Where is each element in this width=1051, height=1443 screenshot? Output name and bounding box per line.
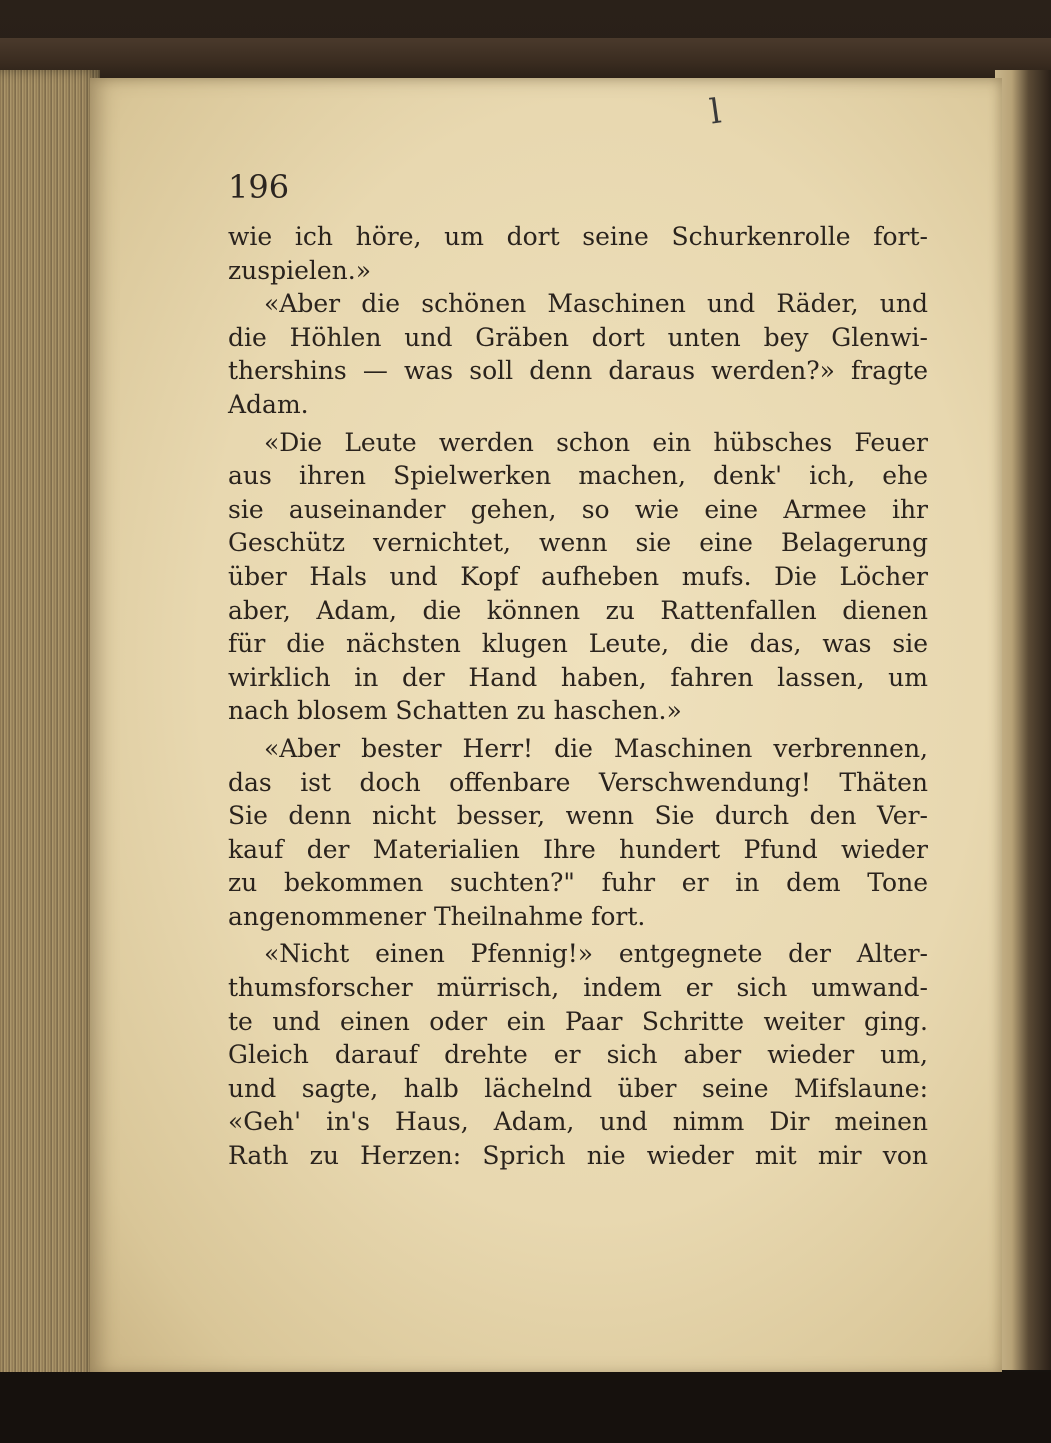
text-line: «Geh' in's Haus, Adam, und nimm Dir meinen	[228, 1107, 928, 1137]
text-line: über Hals und Kopf aufheben mufs. Die Löcher	[228, 561, 928, 591]
text-line: und sagte, halb lächelnd über seine Mifslaune:	[228, 1073, 928, 1103]
text-line: wie ich höre, um dort seine Schurkenrolle fort-	[228, 222, 928, 251]
text-line: die Höhlen und Gräben dort unten bey Glenwi-	[228, 322, 928, 352]
text-line: wirklich in der Hand haben, fahren lassen, um	[228, 662, 928, 692]
text-line: für die nächsten klugen Leute, die das, was sie	[228, 629, 928, 659]
text-line: te und einen oder ein Paar Schritte weiter ging.	[228, 1006, 928, 1036]
book-cover-top	[0, 38, 1051, 78]
text-line: zu bekommen suchten?" fuhr er in dem Tone	[228, 868, 928, 898]
text-line: Gleich darauf drehte er sich aber wieder um,	[228, 1040, 928, 1070]
text-line: Rath zu Herzen: Sprich nie wieder mit mir von	[228, 1141, 928, 1171]
text-line: nach blosem Schatten zu haschen.»	[228, 696, 682, 726]
text-line: aber, Adam, die können zu Rattenfallen dienen	[228, 595, 928, 625]
text-line: Adam.	[228, 389, 309, 419]
text-line: «Die Leute werden schon ein hübsches Feuer	[264, 427, 928, 457]
text-line: «Nicht einen Pfennig!» entgegnete der Alter-	[264, 939, 928, 969]
text-line: thershins — was soll denn daraus werden?» fragte	[228, 356, 928, 386]
facing-page-edge	[995, 70, 1051, 1370]
text-line: kauf der Materialien Ihre hundert Pfund wieder	[228, 834, 928, 864]
text-line: thumsforscher mürrisch, indem er sich umwand-	[228, 973, 928, 1003]
text-line: das ist doch offenbare Verschwendung! Thäten	[228, 767, 928, 797]
text-line: zuspielen.»	[228, 255, 372, 285]
text-line: aus ihren Spielwerken machen, denk' ich, ehe	[228, 461, 928, 491]
body-text	[228, 220, 928, 1173]
text-line: Geschütz vernichtet, wenn sie eine Belagerung	[228, 528, 928, 558]
marginal-pencil-mark: l	[707, 91, 724, 133]
text-line: «Aber die schönen Maschinen und Räder, und	[264, 289, 928, 319]
text-line: sie auseinander gehen, so wie eine Armee ihr	[228, 494, 928, 524]
bottom-shadow	[0, 1372, 1051, 1443]
page-edges	[0, 70, 100, 1390]
text-line: Sie denn nicht besser, wenn Sie durch den Ver-	[228, 801, 928, 831]
text-line: angenommener Theilnahme fort.	[228, 901, 646, 931]
text-line: «Aber bester Herr! die Maschinen verbrennen,	[264, 733, 928, 763]
page-number: 196	[228, 168, 290, 206]
